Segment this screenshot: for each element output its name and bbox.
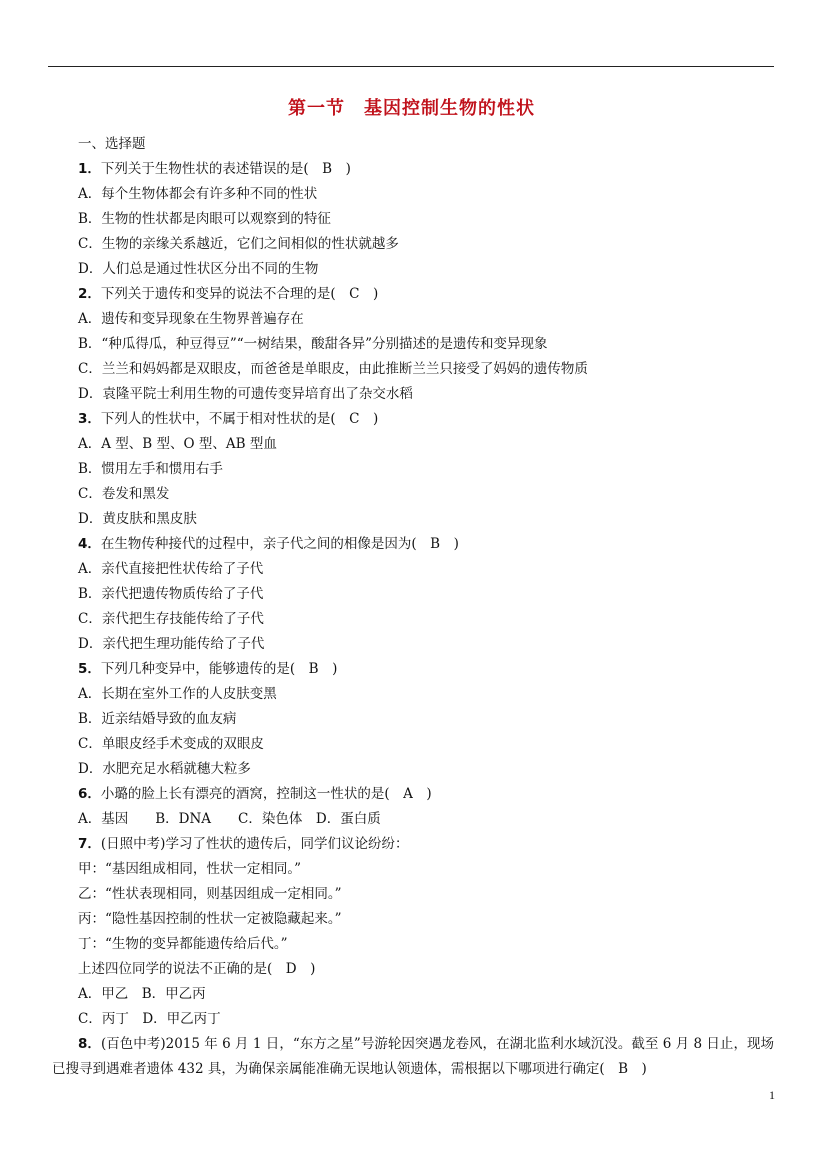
option: A．长期在室外工作的人皮肤变黑 bbox=[78, 686, 277, 702]
statement: 乙：“性状表现相同，则基因组成一定相同。” bbox=[78, 886, 342, 902]
question-number: 1． bbox=[78, 161, 101, 177]
question-stem: 2．下列关于遗传和变异的说法不合理的是( C ) bbox=[78, 286, 379, 302]
section-heading: 一、选择题 bbox=[78, 136, 146, 152]
option: C．丙丁 D．甲乙丙丁 bbox=[78, 1011, 221, 1027]
option: C．亲代把生存技能传给了子代 bbox=[78, 611, 264, 627]
header-rule bbox=[48, 66, 774, 67]
question-number: 6． bbox=[78, 786, 101, 802]
question-8: 8．(百色中考)2015 年 6 月 1 日，“东方之星”号游轮因突遇龙卷风，在湖北监利水域沉没。截至 6 月 8 日止，现场已搜寻到遇难者遗体 432 具，为确保亲属能准确无误地认领遗体，需根据以下哪项进行确定( B ) bbox=[52, 1036, 774, 1077]
question-list bbox=[78, 132, 778, 1032]
question-number: 2． bbox=[78, 286, 101, 302]
option: A．甲乙 B．甲乙丙 bbox=[78, 986, 206, 1002]
option: A．A 型、B 型、O 型、AB 型血 bbox=[78, 436, 277, 452]
question-stem: 6．小璐的脸上长有漂亮的酒窝，控制这一性状的是( A ) bbox=[78, 786, 432, 802]
statement: 丁：“生物的变异都能遗传给后代。” bbox=[78, 936, 288, 952]
option: C．生物的亲缘关系越近，它们之间相似的性状就越多 bbox=[78, 236, 399, 252]
option: B．生物的性状都是肉眼可以观察到的特征 bbox=[78, 211, 331, 227]
question-number: 5． bbox=[78, 661, 101, 677]
option: A．基因 B．DNA C．染色体 D．蛋白质 bbox=[78, 811, 381, 827]
question-number: 7． bbox=[78, 836, 101, 852]
page-number: 1 bbox=[769, 1088, 775, 1102]
page-title: 第一节 基因控制生物的性状 bbox=[288, 98, 535, 119]
option: B．惯用左手和惯用右手 bbox=[78, 461, 223, 477]
statement: 丙：“隐性基因控制的性状一定被隐藏起来。” bbox=[78, 911, 342, 927]
option: C．单眼皮经手术变成的双眼皮 bbox=[78, 736, 264, 752]
option: D．亲代把生理功能传给了子代 bbox=[78, 636, 265, 652]
option: C．兰兰和妈妈都是双眼皮，而爸爸是单眼皮，由此推断兰兰只接受了妈妈的遗传物质 bbox=[78, 361, 588, 377]
option: B．亲代把遗传物质传给了子代 bbox=[78, 586, 264, 602]
option: D．黄皮肤和黑皮肤 bbox=[78, 511, 197, 527]
question-stem: 4．在生物传种接代的过程中，亲子代之间的相像是因为( B ) bbox=[78, 536, 459, 552]
option: B．近亲结婚导致的血友病 bbox=[78, 711, 237, 727]
question-stem: 7．(日照中考)学习了性状的遗传后，同学们议论纷纷： bbox=[78, 836, 409, 852]
question-number: 4． bbox=[78, 536, 101, 552]
option: D．水肥充足水稻就穗大粒多 bbox=[78, 761, 251, 777]
option: D．袁隆平院士利用生物的可遗传变异培育出了杂交水稻 bbox=[78, 386, 413, 402]
statement: 甲：“基因组成相同，性状一定相同。” bbox=[78, 861, 302, 877]
option: B．“种瓜得瓜，种豆得豆”“一树结果，酸甜各异”分别描述的是遗传和变异现象 bbox=[78, 336, 548, 352]
question-number: 8． bbox=[78, 1036, 101, 1052]
question-prompt: 上述四位同学的说法不正确的是( D ) bbox=[78, 961, 316, 977]
option: A．每个生物体都会有许多种不同的性状 bbox=[78, 186, 318, 202]
option: A．遗传和变异现象在生物界普遍存在 bbox=[78, 311, 304, 327]
option: D．人们总是通过性状区分出不同的生物 bbox=[78, 261, 319, 277]
option: C．卷发和黑发 bbox=[78, 486, 170, 502]
option: A．亲代直接把性状传给了子代 bbox=[78, 561, 264, 577]
question-stem: 5．下列几种变异中，能够遗传的是( B ) bbox=[78, 661, 338, 677]
question-stem: 1．下列关于生物性状的表述错误的是( B ) bbox=[78, 161, 351, 177]
question-stem: 3．下列人的性状中，不属于相对性状的是( C ) bbox=[78, 411, 379, 427]
question-number: 3． bbox=[78, 411, 101, 427]
